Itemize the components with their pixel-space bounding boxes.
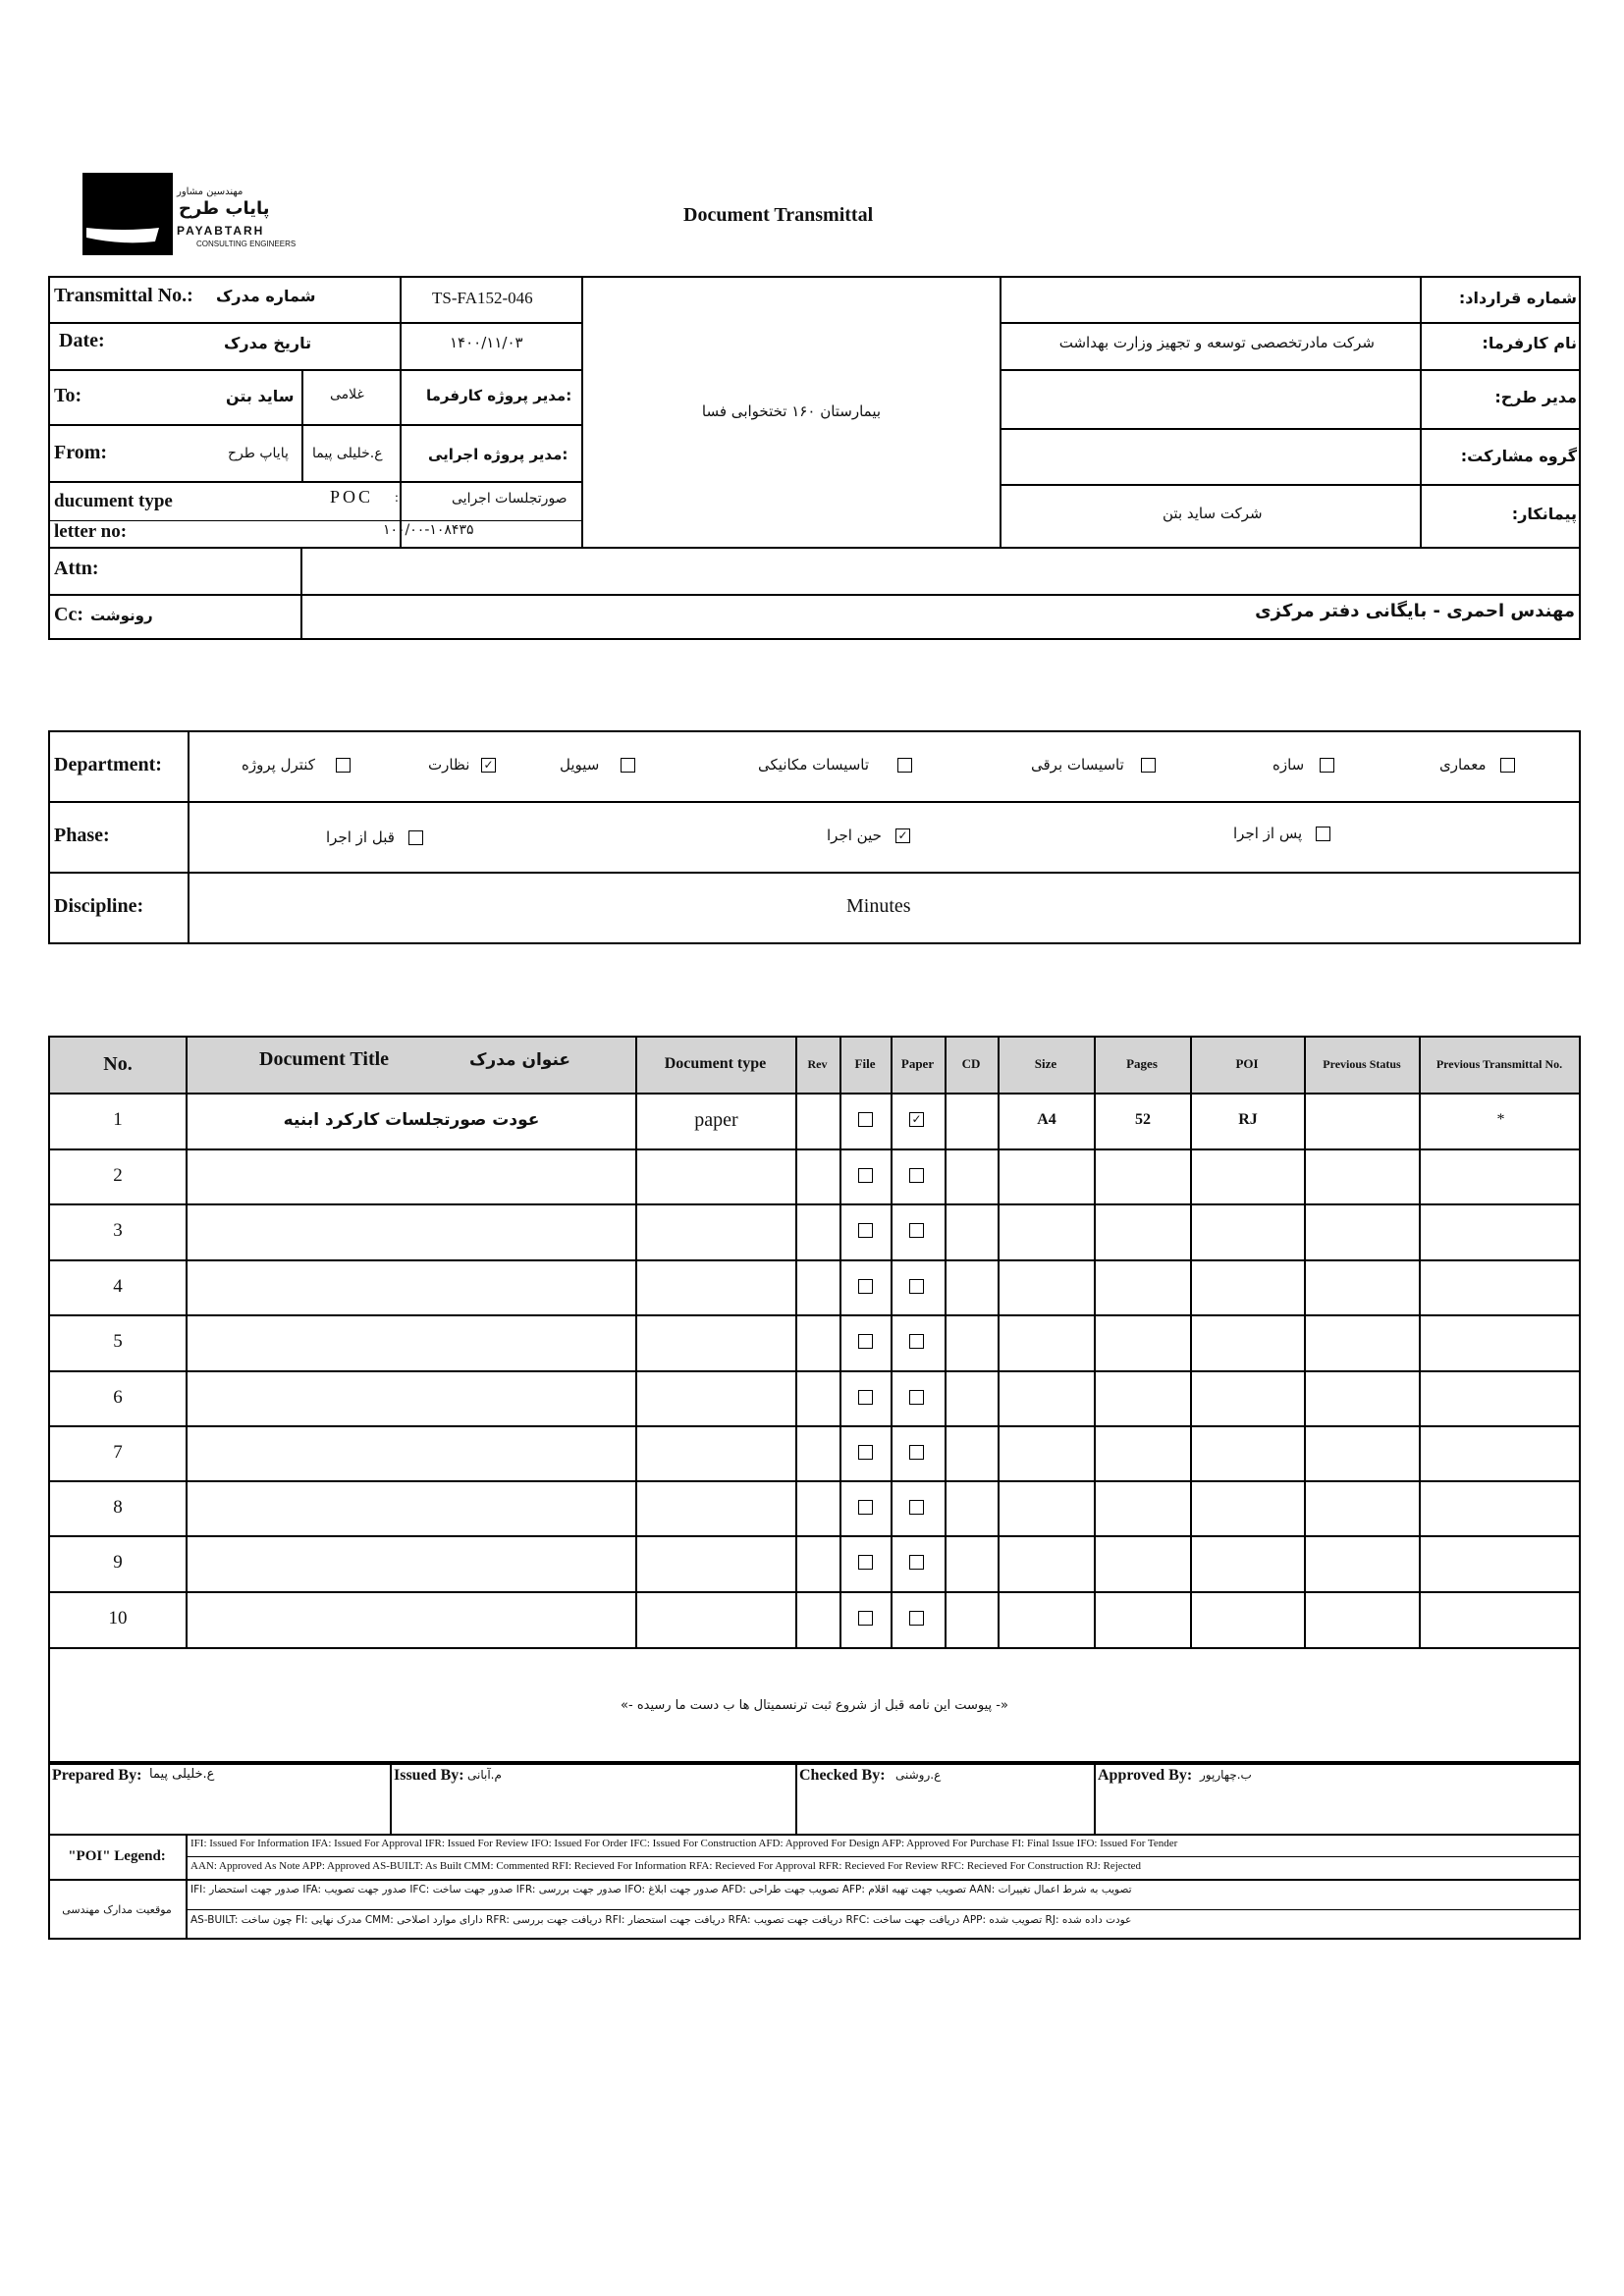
cell-title: [188, 1259, 635, 1314]
supervision-label: نظارت: [428, 756, 470, 774]
cell-cd: [947, 1370, 998, 1425]
cell-prev-transmittal: [1421, 1148, 1581, 1203]
prepared-by-label: Prepared By:: [52, 1767, 142, 1784]
paper-checkbox[interactable]: ✓: [909, 1112, 924, 1127]
cell-size: [1000, 1480, 1094, 1535]
phase-label: Phase:: [54, 825, 110, 846]
cell-doc-type: [637, 1591, 795, 1646]
cell-prev-transmittal: [1421, 1203, 1581, 1258]
post-construction-label: پس از اجرا: [1233, 825, 1303, 842]
discipline-value: Minutes: [846, 895, 911, 917]
from-label: From:: [54, 442, 108, 463]
cell-cd: [947, 1148, 998, 1203]
col-poi: POI: [1235, 1056, 1259, 1071]
cell-doc-type: [637, 1314, 795, 1369]
cell-pages: [1096, 1370, 1190, 1425]
cell-pages: [1096, 1148, 1190, 1203]
col-title-fa: عنوان مدرک: [469, 1050, 571, 1070]
file-checkbox[interactable]: [858, 1445, 873, 1460]
cell-poi: [1192, 1370, 1304, 1425]
col-file: File: [854, 1056, 876, 1071]
cell-doc-type: [637, 1425, 795, 1480]
from-person: ع.خلیلی پیما: [312, 446, 383, 461]
cell-title: عودت صورتجلسات کارکرد ابنیه: [283, 1110, 540, 1130]
to-label: To:: [54, 385, 82, 406]
company-logo: [82, 173, 308, 257]
cell-doc-type: [637, 1535, 795, 1590]
cell-prev-transmittal: [1421, 1425, 1581, 1480]
cell-prev-status: [1306, 1314, 1419, 1369]
cell-cd: [947, 1480, 998, 1535]
file-checkbox[interactable]: [858, 1112, 873, 1127]
cell-title: [188, 1591, 635, 1646]
cell-doc-type: [637, 1148, 795, 1203]
col-paper: Paper: [900, 1056, 935, 1071]
paper-checkbox[interactable]: [909, 1334, 924, 1349]
project-control-label: کنترل پروژه: [242, 756, 315, 774]
cell-cd: [947, 1259, 998, 1314]
cell-poi: [1192, 1480, 1304, 1535]
paper-checkbox[interactable]: [909, 1445, 924, 1460]
supervision-checkbox[interactable]: ✓: [481, 758, 496, 773]
cell-pages: [1096, 1314, 1190, 1369]
design-manager-label: مدیر طرح:: [1494, 388, 1577, 406]
paper-checkbox[interactable]: [909, 1500, 924, 1515]
doc-type-fa: صورتجلسات اجرایی: [452, 491, 568, 507]
cc-label: Cc:: [54, 604, 83, 625]
cell-size: [1000, 1259, 1094, 1314]
pre-construction-label: قبل از اجرا: [326, 828, 395, 846]
partnership-label: گروه مشارکت:: [1460, 447, 1577, 465]
cell-cd: [947, 1425, 998, 1480]
cell-rev: [797, 1093, 839, 1148]
cell-size: [1000, 1425, 1094, 1480]
file-checkbox[interactable]: [858, 1500, 873, 1515]
table-note: «- پیوست این نامه قبل از شروع ثبت ترنسمیتال ها ب دست ما رسیده -»: [621, 1697, 1008, 1713]
cell-rev: [797, 1370, 839, 1425]
cell-size: [1000, 1148, 1094, 1203]
col-pages: Pages: [1126, 1056, 1158, 1071]
department-label: Department:: [54, 754, 162, 775]
checked-by-value: ع.روشنی: [895, 1768, 942, 1782]
file-checkbox[interactable]: [858, 1334, 873, 1349]
cc-value: مهندس احمری - بایگانی دفتر مرکزی: [1255, 601, 1575, 621]
cell-doc-type: [637, 1259, 795, 1314]
structure-label: سازه: [1272, 756, 1305, 774]
architecture-label: معماری: [1439, 756, 1487, 774]
cell-doc-type: paper: [694, 1108, 738, 1131]
cell-prev-status: [1306, 1425, 1419, 1480]
logo-tagline: CONSULTING ENGINEERS: [196, 240, 297, 248]
col-title-en: Document Title: [259, 1048, 390, 1070]
poi-legend-label: "POI" Legend:: [68, 1847, 166, 1864]
electrical-label: تاسیسات برقی: [1031, 756, 1124, 774]
cell-no: 10: [108, 1608, 128, 1629]
cell-poi: [1192, 1203, 1304, 1258]
cell-cd: [947, 1535, 998, 1590]
cell-doc-type: [637, 1203, 795, 1258]
cell-poi: [1192, 1425, 1304, 1480]
letter-no-label: letter no:: [54, 521, 128, 542]
page-title: Document Transmittal: [683, 204, 874, 226]
cell-prev-status: [1306, 1591, 1419, 1646]
cell-rev: [797, 1591, 839, 1646]
cell-title: [188, 1314, 635, 1369]
file-checkbox[interactable]: [858, 1168, 873, 1183]
transmittal-no-label: Transmittal No.:: [54, 285, 193, 306]
cell-poi: [1192, 1591, 1304, 1646]
logo-small-fa: مهندسین مشاور: [177, 187, 244, 197]
electrical-checkbox[interactable]: [1141, 758, 1156, 773]
doc-type-sep: :: [395, 491, 399, 506]
cell-prev-status: [1306, 1259, 1419, 1314]
cell-cd: [947, 1093, 998, 1148]
legend-line-2: AAN: Approved As Note APP: Approved AS-BUILT: As Built CMM: Commented RFI: Recieved For Information RFA: Recieved For Approval RFR: Recieved For Review RFC: Recieved For Construction RJ: Rejected: [190, 1860, 1142, 1872]
to-value: ساید بتن: [226, 387, 295, 405]
cell-no: 9: [113, 1552, 123, 1573]
cell-doc-type: [637, 1480, 795, 1535]
cell-no: 4: [113, 1276, 123, 1297]
cell-no: 7: [113, 1442, 123, 1463]
legend-line-1: IFI: Issued For Information IFA: Issued For Approval IFR: Issued For Review IFO: Issued For Order IFC: Issued For Construction AFD: Approved For Design AFP: Approved For Purchase FI: Final Issue IFO: Issued For Tender: [190, 1838, 1178, 1849]
cell-title: [188, 1203, 635, 1258]
cell-cd: [947, 1203, 998, 1258]
client-name-value: شرکت مادرتخصصی توسعه و تجهیز وزارت بهداشت: [1058, 334, 1375, 351]
cell-prev-transmittal: [1421, 1370, 1581, 1425]
cell-rev: [797, 1535, 839, 1590]
attn-label: Attn:: [54, 558, 99, 579]
cell-prev-status: [1306, 1203, 1419, 1258]
file-checkbox[interactable]: [858, 1279, 873, 1294]
transmittal-no-fa: شماره مدرک: [216, 287, 316, 305]
date-fa: تاریخ مدرک: [224, 334, 312, 352]
cell-no: 1: [113, 1109, 123, 1130]
structure-checkbox[interactable]: [1320, 758, 1334, 773]
cell-size: [1000, 1591, 1094, 1646]
logo-name-fa: پایاب طرح: [179, 198, 270, 219]
logo-name-en: PAYABTARH: [177, 224, 265, 238]
paper-checkbox[interactable]: [909, 1223, 924, 1238]
cell-prev-transmittal: [1421, 1259, 1581, 1314]
civil-checkbox[interactable]: [621, 758, 635, 773]
cell-rev: [797, 1203, 839, 1258]
cell-title: [188, 1425, 635, 1480]
cell-prev-status: [1306, 1148, 1419, 1203]
cc-fa: رونوشت: [90, 607, 153, 624]
discipline-label: Discipline:: [54, 895, 144, 917]
cell-pages: [1096, 1480, 1190, 1535]
cell-pages: [1096, 1259, 1190, 1314]
legend-line-4: AS-BUILT: چون ساخت FI: مدرک نهایی CMM: دارای موارد اصلاحی RFR: دریافت جهت بررسی RFI: دریافت جهت استحضار RFA: دریافت جهت تصویب RFC: دریافت جهت ساخت APP: تصویب شده RJ: عودت داده شده: [190, 1914, 1132, 1926]
signature-legend-block: [48, 1763, 1581, 1940]
doc-type-code: POC: [330, 487, 374, 507]
cell-size: [1000, 1203, 1094, 1258]
cell-no: 8: [113, 1497, 123, 1518]
cell-pages: 52: [1135, 1111, 1151, 1128]
transmittal-no-value: TS-FA152-046: [432, 289, 533, 307]
cell-prev-status: [1306, 1093, 1419, 1148]
paper-checkbox[interactable]: [909, 1168, 924, 1183]
architecture-checkbox[interactable]: [1500, 758, 1515, 773]
cell-rev: [797, 1148, 839, 1203]
cell-rev: [797, 1314, 839, 1369]
paper-checkbox[interactable]: [909, 1279, 924, 1294]
issued-by-label: Issued By:: [394, 1767, 464, 1784]
cell-cd: [947, 1591, 998, 1646]
paper-checkbox[interactable]: [909, 1611, 924, 1626]
mechanical-checkbox[interactable]: [897, 758, 912, 773]
cell-cd: [947, 1314, 998, 1369]
cell-title: [188, 1480, 635, 1535]
during-construction-label: حین اجرا: [827, 827, 882, 844]
cell-no: 5: [113, 1331, 123, 1352]
cell-rev: [797, 1259, 839, 1314]
letter-no-value: ۱۰۰/۰۰-۱۰۸۴۳۵: [383, 522, 474, 538]
logo-mark-icon: [82, 173, 173, 255]
cell-rev: [797, 1480, 839, 1535]
status-legend-label: موقعیت مدارک مهندسی: [62, 1902, 172, 1916]
cell-size: [1000, 1314, 1094, 1369]
cell-pages: [1096, 1425, 1190, 1480]
cell-prev-transmittal: [1421, 1314, 1581, 1369]
cell-size: A4: [1037, 1111, 1056, 1128]
cell-size: [1000, 1370, 1094, 1425]
date-value: ۱۴۰۰/۱۱/۰۳: [450, 334, 523, 351]
prepared-by-value: ع.خلیلی پیما: [149, 1767, 215, 1782]
date-label: Date:: [59, 330, 105, 351]
cell-poi: [1192, 1535, 1304, 1590]
col-prev-status: Previous Status: [1323, 1057, 1401, 1071]
legend-line-3: IFI: صدور جهت استحضار IFA: صدور جهت تصویب IFC: صدور جهت ساخت IFR: صدور جهت بررسی IFO: صدور جهت ابلاغ AFD: تصویب جهت طراحی AFP: تصویب جهت تهیه اقلام AAN: تصویب به شرط اعمال تغییرات: [190, 1884, 1132, 1896]
project-control-checkbox[interactable]: [336, 758, 351, 773]
paper-checkbox[interactable]: [909, 1390, 924, 1405]
cell-prev-transmittal: [1421, 1535, 1581, 1590]
post-construction-checkbox[interactable]: [1316, 827, 1330, 841]
project-name: بیمارستان ۱۶۰ تختخوابی فسا: [701, 402, 882, 420]
cell-no: 3: [113, 1220, 123, 1241]
issued-by-value: م.آبانی: [467, 1768, 502, 1782]
cell-no: 6: [113, 1387, 123, 1408]
cell-no: 2: [113, 1165, 123, 1186]
col-cd: CD: [961, 1056, 981, 1071]
cell-doc-type: [637, 1370, 795, 1425]
from-company: پایاپ طرح: [228, 446, 289, 461]
file-checkbox[interactable]: [858, 1390, 873, 1405]
exec-pm-label: مدیر پروژه اجرایی:: [428, 446, 568, 463]
client-pm-label: مدیر پروژه کارفرما:: [426, 387, 572, 404]
pre-construction-checkbox[interactable]: [408, 830, 423, 845]
paper-checkbox[interactable]: [909, 1555, 924, 1570]
checked-by-label: Checked By:: [799, 1767, 886, 1784]
contractor-value: شرکت ساید بتن: [1163, 505, 1263, 522]
during-construction-checkbox[interactable]: ✓: [895, 828, 910, 843]
mechanical-label: تاسیسات مکانیکی: [758, 756, 870, 774]
file-checkbox[interactable]: [858, 1611, 873, 1626]
contractor-label: پیمانکار:: [1511, 505, 1577, 523]
cell-poi: [1192, 1148, 1304, 1203]
file-checkbox[interactable]: [858, 1555, 873, 1570]
col-doc-type: Document type: [664, 1055, 767, 1072]
cell-prev-transmittal: *: [1496, 1111, 1505, 1128]
cell-poi: [1192, 1314, 1304, 1369]
cell-title: [188, 1535, 635, 1590]
cell-prev-status: [1306, 1370, 1419, 1425]
cell-prev-status: [1306, 1480, 1419, 1535]
cell-poi: [1192, 1259, 1304, 1314]
cell-rev: [797, 1425, 839, 1480]
cell-prev-status: [1306, 1535, 1419, 1590]
cell-prev-transmittal: [1421, 1480, 1581, 1535]
cell-pages: [1096, 1535, 1190, 1590]
cell-poi: RJ: [1238, 1111, 1258, 1128]
doc-type-label: ducument type: [54, 491, 173, 511]
client-pm-value: غلامی: [330, 387, 364, 402]
cell-title: [188, 1370, 635, 1425]
cell-size: [1000, 1535, 1094, 1590]
col-size: Size: [1034, 1056, 1057, 1071]
client-name-label: نام کارفرما:: [1482, 334, 1577, 352]
approved-by-label: Approved By:: [1098, 1767, 1193, 1784]
contract-no-label: شماره قرارداد:: [1458, 289, 1577, 307]
approved-by-value: ب.چهارپور: [1200, 1768, 1252, 1782]
file-checkbox[interactable]: [858, 1223, 873, 1238]
col-rev: Rev: [807, 1056, 828, 1071]
cell-pages: [1096, 1591, 1190, 1646]
col-prev-transmittal: Previous Transmittal No.: [1435, 1057, 1563, 1071]
cell-prev-transmittal: [1421, 1591, 1581, 1646]
cell-title: [188, 1148, 635, 1203]
cell-pages: [1096, 1203, 1190, 1258]
civil-label: سیویل: [560, 756, 600, 774]
col-no: No.: [103, 1052, 133, 1075]
